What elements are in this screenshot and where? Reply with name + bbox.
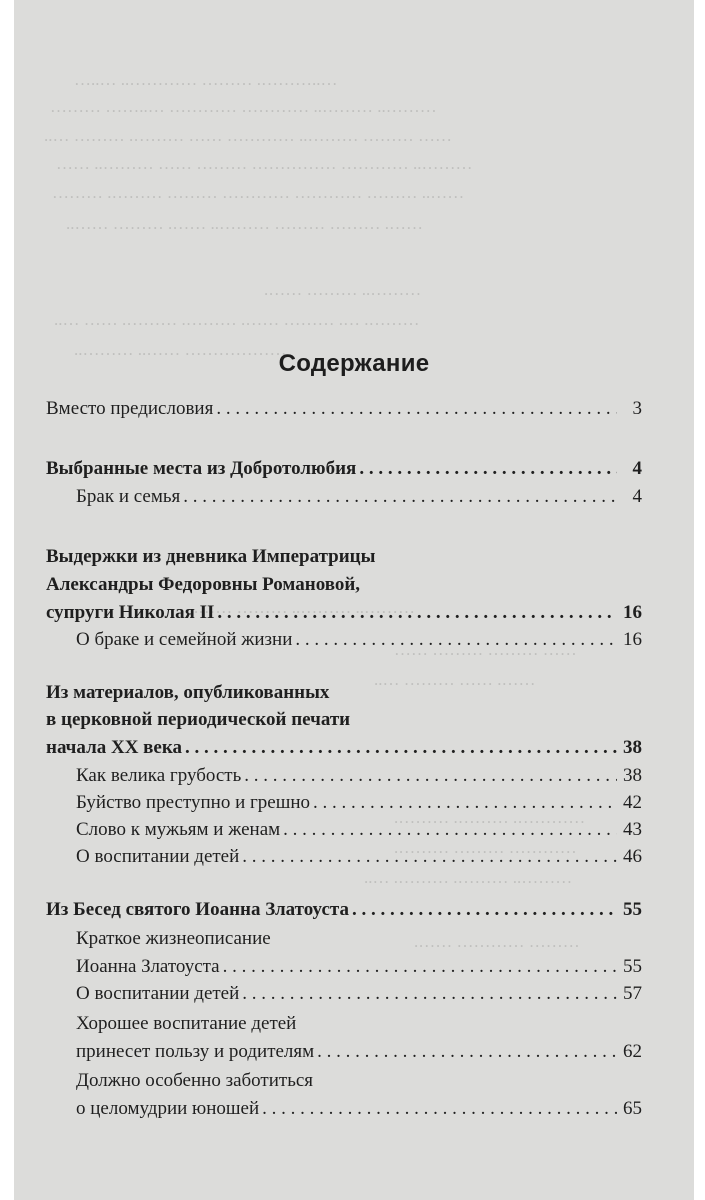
page-number: 62 [623,1041,642,1062]
entry-title: о целомудрии юношей [76,1098,260,1119]
dot-leader [313,792,617,814]
toc-entry [46,398,642,422]
entry-title: Из Бесед святого Иоанна Златоуста [46,899,349,920]
entry-title: начала XX века [46,737,183,758]
dot-leader [262,1098,617,1120]
entry-title-line: Выдержки из дневника Императрицы [46,546,376,567]
toc-entry [46,602,642,626]
toc-subentry [76,765,642,789]
book-page [14,0,694,1200]
entry-title-line: Александры Федоровны Романовой, [46,574,361,595]
entry-title-line: в церковной периодической печати [46,709,351,730]
toc-subentry [76,792,642,816]
entry-title: принесет пользу и родителям [76,1041,315,1062]
page-number: 4 [632,458,642,479]
entry-title: О воспитании детей [76,846,240,867]
dot-leader [183,486,617,508]
entry-title: О браке и семейной жизни [76,629,293,650]
dot-leader [295,629,617,651]
entry-title: Как велика грубость [76,765,242,786]
page-number: 55 [623,899,642,920]
page-number: 16 [623,629,642,650]
dot-leader [317,1041,617,1063]
toc-subentry [76,1098,642,1122]
dot-leader [359,458,617,480]
toc-subentry [76,846,642,870]
entry-title: супруги Николая II [46,602,215,623]
toc-subentry [76,1041,642,1065]
dot-leader [216,398,617,420]
entry-title: Слово к мужьям и женам [76,819,281,840]
toc-entry [46,737,642,761]
page-number: 55 [623,956,642,977]
entry-title: О воспитании детей [76,983,240,1004]
dot-leader [185,737,617,759]
page-number: 16 [623,602,642,623]
dot-leader [352,899,617,921]
toc-subentry [76,956,642,980]
entry-title-line: Хорошее воспитание детей [76,1013,297,1034]
page-number: 65 [623,1098,642,1119]
dot-leader [223,956,617,978]
entry-title: Вместо предисловия [46,398,214,419]
toc-subentry [76,819,642,843]
dot-leader [244,765,617,787]
entry-title-line: Из материалов, опубликованных [46,682,330,703]
toc-subentry [76,629,642,653]
entry-title: Иоанна Златоуста [76,956,220,977]
toc-subentry [76,983,642,1007]
page-number: 42 [623,792,642,813]
page-number: 43 [623,819,642,840]
toc-entry [46,899,642,923]
dot-leader [242,846,617,868]
toc-subentry [76,486,642,510]
page-number: 4 [632,486,642,507]
entry-title: Выбранные места из Добротолюбия [46,458,357,479]
entry-title-line: Должно особенно заботиться [76,1070,314,1091]
entry-title: Брак и семья [76,486,181,507]
dot-leader [217,602,617,624]
page-number: 57 [623,983,642,1004]
toc-entry [46,458,642,482]
dot-leader [242,983,617,1005]
entry-title: Буйство преступно и грешно [76,792,311,813]
page-number: 38 [623,737,642,758]
show-through-text: …..………. ……… ………….. …..… ……….. ……….. ………… ………… …..…… ……… …… ……… ……….. ………… …… ………. ……… ….. ……….. ………… …………… ……… …… ……….. …… …….. ……… ………… ………… ……… ………. ……… ……. ……… ……… ……….. ……. ……… …….. ……….. ……… ……. ………. …. ……… ……. ………. ………. …… ….. ……………… …….. ……….. ……….. ……….. ……… ……. …… ……… ……… …… ……. …… ……… ….. …………. ………. ………. ………… ……… ………. ……….. ………. ………. ….. ……… ………… ……. [44,70,586,951]
page-number: 46 [623,846,642,867]
page-number: 38 [623,765,642,786]
entry-title-line: Краткое жизнеописание [76,928,271,949]
dot-leader [283,819,617,841]
page-number: 3 [632,398,642,419]
page-title: Содержание [278,350,430,377]
